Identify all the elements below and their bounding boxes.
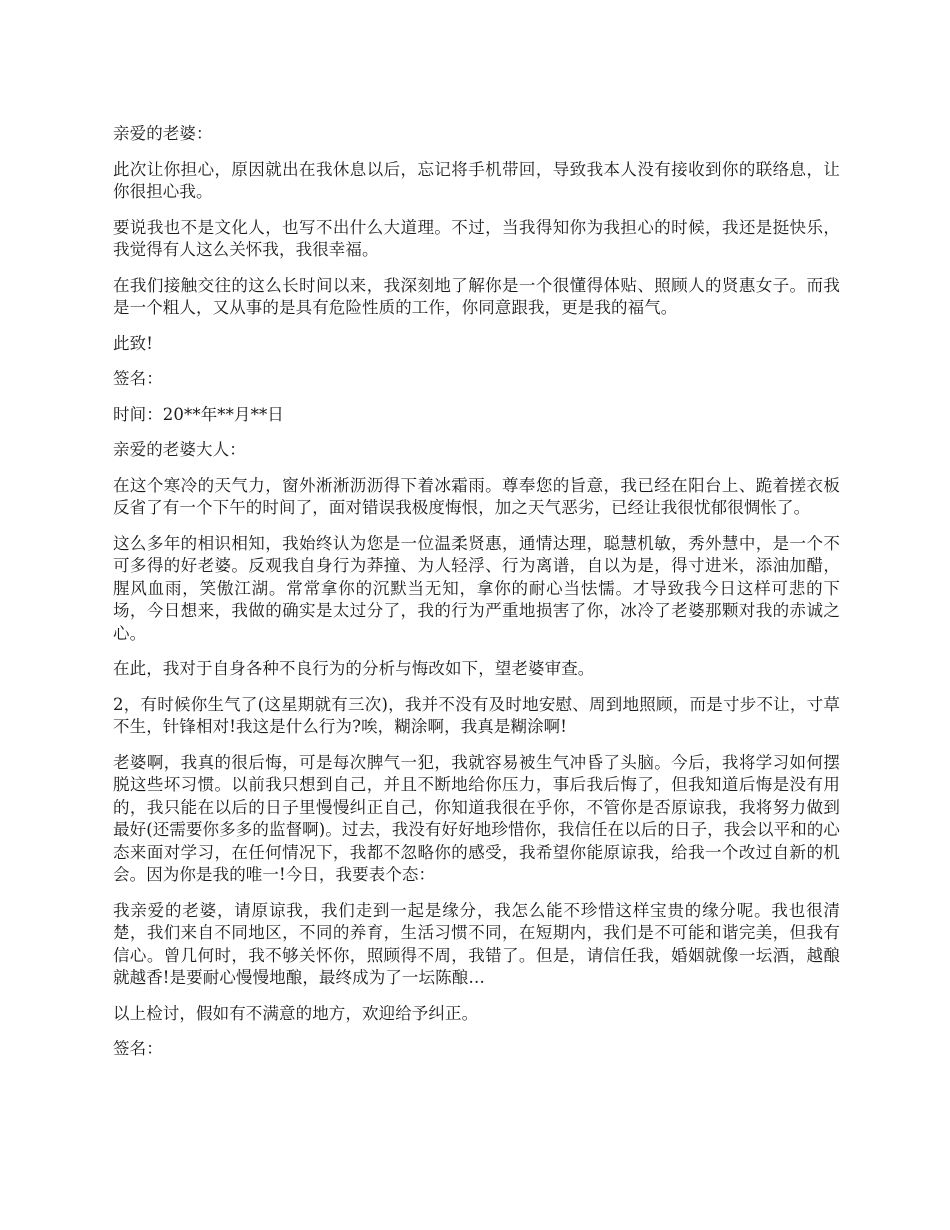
signature-label: 签名： xyxy=(113,1039,163,1058)
paragraph: 老婆啊，我真的很后悔，可是每次脾气一犯，我就容易被生气冲昏了头脑。今后，我将学习如何摆脱这些坏习惯。以前我只想到自己，并且不断地给你压力，事后我后悔了，但我知道后悔是没有用的，我只能在以后的日子里慢慢纠正自己，你知道我很在乎你，不管你是否原谅我，我将努力做到最好(还需要你多多的监督啊)。过去，我没有好好地珍惜你，我信任在以后的日子，我会以平和的心态来面对学习，在任何情况下，我都不忽略你的感受，我希望你能原谅我，给我一个改过自新的机会。因为你是我的唯一!今日，我要表个态： xyxy=(113,752,840,884)
paragraph: 以上检讨，假如有不满意的地方，欢迎给予纠正。 xyxy=(113,1003,479,1023)
salutation-1: 亲爱的老婆： xyxy=(113,124,213,143)
closing: 此致! xyxy=(113,333,153,353)
paragraph: 2，有时候你生气了(这星期就有三次)，我并不没有及时地安慰、周到地照顾，而是寸步不让，寸草不生，针锋相对!我这是什么行为?唉，糊涂啊，我真是糊涂啊! xyxy=(113,694,840,736)
paragraph: 在我们接触交往的这么长时间以来，我深刻地了解你是一个很懂得体贴、照顾人的贤惠女子。而我是一个粗人，又从事的是具有危险性质的工作，你同意跟我，更是我的福气。 xyxy=(113,275,840,317)
signature-label: 签名： xyxy=(113,369,163,388)
salutation-2: 亲爱的老婆大人： xyxy=(113,440,246,459)
paragraph: 我亲爱的老婆，请原谅我，我们走到一起是缘分，我怎么能不珍惜这样宝贵的缘分呢。我也很清楚，我们来自不同地区，不同的养育，生活习惯不同，在短期内，我们是不可能和谐完美，但我有信心。曾几何时，我不够关怀你，照顾得不周，我错了。但是，请信任我，婚姻就像一坛酒，越酿就越香!是要耐心慢慢地酿，最终成为了一坛陈酿… xyxy=(113,900,840,987)
document-body xyxy=(113,123,840,1074)
paragraph: 此次让你担心，原因就出在我休息以后，忘记将手机带回，导致我本人没有接收到你的联络息，让你很担心我。 xyxy=(113,159,840,201)
date-line: 时间：20**年**月**日 xyxy=(113,404,284,424)
paragraph: 在此，我对于自身各种不良行为的分析与悔改如下，望老婆审查。 xyxy=(113,659,595,678)
paragraph: 这么多年的相识相知，我始终认为您是一位温柔贤惠，通情达理，聪慧机敏，秀外慧中，是一个不可多得的好老婆。反观我自身行为莽撞、为人轻浮、行为离谱，自以为是，得寸进米，添油加醋，腥风血雨，笑傲江湖。常常拿你的沉默当无知，拿你的耐心当怯懦。才导致我今日这样可悲的下场，今日想来，我做的确实是太过分了，我的行为严重地损害了你，冰冷了老婆那颗对我的赤诚之心。 xyxy=(113,533,840,643)
paragraph: 在这个寒冷的天气力，窗外淅淅沥沥得下着冰霜雨。尊奉您的旨意，我已经在阳台上、跪着搓衣板反省了有一个下午的时间了，面对错误我极度悔恨，加之天气恶劣，已经让我很忧郁很惆怅了。 xyxy=(113,475,840,517)
paragraph: 要说我也不是文化人，也写不出什么大道理。不过，当我得知你为我担心的时候，我还是挺快乐，我觉得有人这么关怀我，我很幸福。 xyxy=(113,217,840,259)
